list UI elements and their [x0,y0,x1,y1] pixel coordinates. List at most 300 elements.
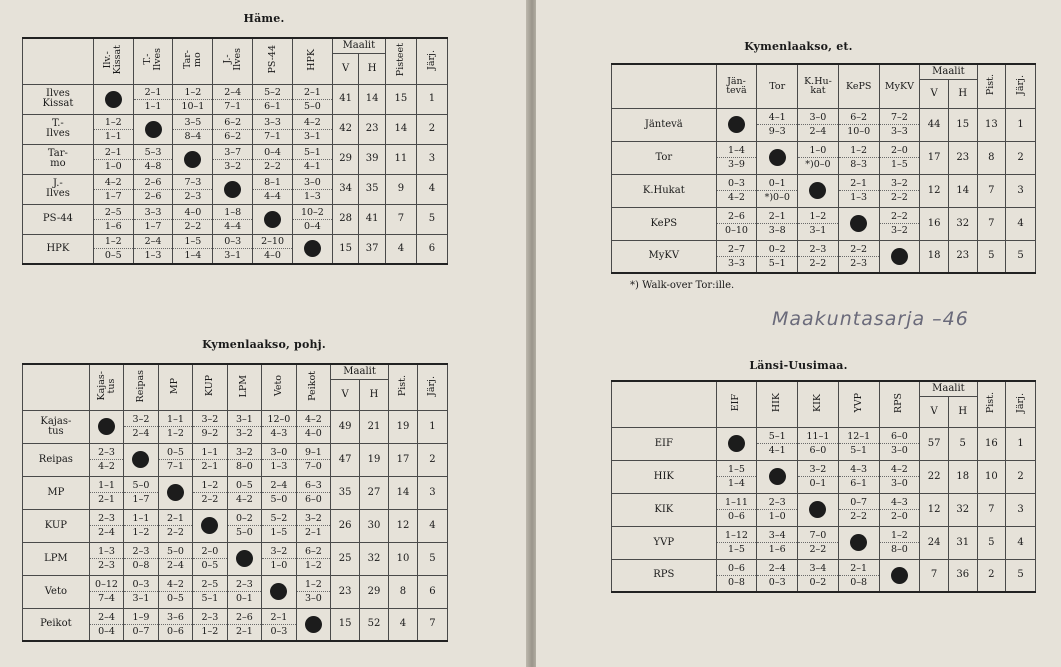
first-match-score: 4–2 [293,116,332,130]
first-match-score: 2–3 [798,243,838,257]
second-match-score: 2–1 [98,494,115,505]
table-row [612,207,1036,240]
result-cell [798,108,839,141]
first-match-score: 3–4 [757,529,797,543]
column-header-label: EIF [730,394,742,412]
goals-for: 49 [331,410,360,443]
table-row [612,526,1036,559]
first-match-score: 2–1 [262,611,295,625]
second-match-score: 1–3 [270,461,288,472]
goals-against-header: H [948,396,977,427]
column-header-label: PS-44 [266,45,278,75]
result-cell [262,542,296,575]
rank-header [1006,381,1036,427]
lansi-uusimaa-table [611,380,1036,593]
column-header [757,381,798,427]
column-header-label: Tar- mo [181,50,203,70]
first-match-score: 1–2 [193,479,226,493]
result-cell [838,460,879,493]
first-match-score: 1–1 [124,512,157,526]
result-cell [124,608,158,641]
points: 17 [389,443,418,476]
first-match-score: 3–2 [193,413,226,427]
points-header [389,364,418,410]
result-cell [158,509,192,542]
team-name: K.Hukat [612,174,717,207]
table-row [612,493,1036,526]
result-cell [757,174,798,207]
result-cell [124,542,158,575]
rank: 4 [417,509,447,542]
second-match-score: 1–2 [132,527,150,538]
filled-circle-icon [809,182,826,199]
hame-title: Häme. [243,12,285,25]
goals-for: 12 [920,493,949,526]
points: 16 [977,427,1006,460]
team-name: KUP [23,509,90,542]
result-cell [133,234,173,264]
result-cell [716,240,757,273]
team-name: RPS [612,559,717,592]
first-match-score: 3–0 [798,111,838,125]
points: 7 [977,493,1006,526]
result-cell [757,559,798,592]
filled-circle-icon [105,91,122,108]
result-cell [296,575,330,608]
result-cell [262,476,296,509]
goals-for: 29 [332,144,359,174]
second-match-score: 4–2 [98,461,115,472]
result-cell [253,114,293,144]
first-match-score: 0–6 [717,562,757,576]
goals-for: 44 [920,108,949,141]
goals-against: 36 [948,559,977,592]
first-match-score: 8–1 [253,176,292,190]
column-header-label: MP [169,377,181,394]
second-match-score: 7–1 [167,461,184,472]
points-header-label: Pist. [396,375,408,397]
column-header [124,364,158,410]
first-match-score: 2–0 [193,545,226,559]
column-header [93,38,133,84]
goals-for: 57 [920,427,949,460]
column-header [292,38,332,84]
first-match-score: 3–2 [798,463,838,477]
first-match-score: 1–2 [839,144,879,158]
goals-for: 24 [920,526,949,559]
column-header [158,364,192,410]
first-match-score: 3–6 [159,611,192,625]
first-match-score: 3–3 [134,206,173,220]
second-match-score: 3–1 [809,225,827,236]
second-match-score: 1–0 [768,511,786,522]
second-match-score: 3–3 [890,126,908,137]
result-cell [292,144,332,174]
second-match-score: 2–4 [132,428,150,439]
goals-against: 19 [360,443,389,476]
team-name: Kajas- tus [23,410,90,443]
filled-circle-icon [270,583,287,600]
result-cell [879,427,920,460]
self-match-cell [158,476,192,509]
first-match-score: 1–1 [90,479,123,493]
goals-against: 35 [359,174,386,204]
second-match-score: 2–1 [236,625,253,637]
result-cell [879,174,920,207]
column-header [296,364,330,410]
column-header-label: MyKV [884,80,914,92]
points: 8 [389,575,418,608]
column-header-label: K.Hu- kat [804,75,832,97]
filled-circle-icon [769,468,786,485]
goals-against: 15 [948,108,977,141]
result-cell [124,410,158,443]
column-header [227,364,261,410]
column-header-label: HPK [306,48,318,71]
second-match-score: 2–3 [850,257,868,269]
second-match-score: 2–2 [850,511,868,522]
column-header-label: HIK [771,393,783,413]
goals-against: 27 [360,476,389,509]
column-header-label: Veto [272,375,284,397]
team-name: Jäntevä [612,108,717,141]
second-match-score: 2–2 [809,544,827,555]
team-name: LPM [23,542,90,575]
points: 19 [389,410,418,443]
result-cell [879,526,920,559]
first-match-score: 2–0 [880,144,920,158]
result-cell [879,493,920,526]
result-cell [93,174,133,204]
goals-against: 39 [359,144,386,174]
first-match-score: 10–2 [293,206,332,220]
kymenlaakso-pohj-title: Kymenlaakso, pohj. [202,338,326,351]
result-cell [879,108,920,141]
column-header [262,364,296,410]
first-match-score: 2–1 [293,86,332,100]
self-match-cell [193,509,227,542]
corner-cell [612,64,717,108]
second-match-score: 1–3 [850,192,868,203]
second-match-score: 2–1 [201,461,219,472]
first-match-score: 3–0 [293,176,332,190]
result-cell [93,144,133,174]
column-header-label: RPS [893,392,905,413]
points: 14 [385,114,416,144]
hame-table [22,37,448,265]
result-cell [253,84,293,114]
second-match-score: 1–1 [144,100,162,112]
result-cell [296,509,330,542]
rank: 2 [416,114,447,144]
second-match-score: 4–4 [264,190,281,202]
second-match-score: 1–2 [304,560,322,571]
points: 5 [977,526,1006,559]
first-match-score: 0–3 [717,177,757,191]
rank-header-label: Järj. [426,375,438,396]
points: 13 [977,108,1006,141]
first-match-score: 5–2 [262,512,295,526]
result-cell [716,141,757,174]
second-match-score: 1–7 [144,220,162,232]
self-match-cell [227,542,261,575]
goals-for: 25 [331,542,360,575]
first-match-score: 3–2 [262,545,295,559]
second-match-score: 2–2 [167,527,184,538]
second-match-score: 1–1 [104,130,122,142]
rank-header [416,38,447,84]
result-cell [253,174,293,204]
first-match-score: 3–0 [262,446,295,460]
second-match-score: 6–2 [224,130,242,142]
first-match-score: 2–3 [193,611,226,625]
result-cell [158,608,192,641]
column-header [133,38,173,84]
second-match-score: 0–3 [270,625,288,637]
filled-circle-icon [728,435,745,452]
first-match-score: 2–3 [90,446,123,460]
first-match-score: 0–3 [124,578,157,592]
result-cell [838,559,879,592]
result-cell [798,427,839,460]
result-cell [262,443,296,476]
self-match-cell [798,493,839,526]
result-cell [158,443,192,476]
second-match-score: 3–1 [303,130,321,142]
result-cell [757,108,798,141]
rank: 2 [1006,460,1036,493]
second-match-score: 0–5 [104,250,122,262]
first-match-score: 2–7 [717,243,757,257]
team-name: Tar- mo [23,144,94,174]
result-cell [716,493,757,526]
result-cell [213,114,253,144]
first-match-score: 2–2 [880,210,920,224]
goals-for: 18 [920,240,949,273]
first-match-score: 2–5 [193,578,226,592]
first-match-score: 5–2 [253,86,292,100]
result-cell [757,240,798,273]
second-match-score: 0–1 [809,478,827,489]
goals-against: 37 [359,234,386,264]
first-match-score: 1–2 [297,578,330,592]
result-cell [262,608,296,641]
result-cell [213,234,253,264]
goals-against: 32 [948,493,977,526]
result-cell [158,575,192,608]
second-match-score: 4–1 [768,445,786,456]
result-cell [193,476,227,509]
rank: 1 [417,410,447,443]
team-name: YVP [612,526,717,559]
result-cell [262,410,296,443]
team-name: KIK [612,493,717,526]
first-match-score: 3–5 [173,116,212,130]
filled-circle-icon [132,451,149,468]
second-match-score: 4–4 [224,220,242,232]
walkover-footnote: *) Walk-over Tor:ille. [630,280,735,291]
table-row [23,542,448,575]
filled-circle-icon [891,248,908,265]
table-row [23,144,448,174]
second-match-score: 3–8 [768,225,786,236]
first-match-score: 3–2 [297,512,330,526]
points-header [385,38,416,84]
table-row [612,240,1036,273]
second-match-score: 4–2 [728,192,745,203]
result-cell [89,443,123,476]
second-match-score: *)0–0 [805,159,831,170]
first-match-score: 5–1 [757,430,797,444]
filled-circle-icon [145,121,162,138]
second-match-score: 3–1 [132,593,150,604]
first-match-score: 2–5 [94,206,133,220]
points: 8 [977,141,1006,174]
first-match-score: 4–2 [94,176,133,190]
second-match-score: 0–8 [728,576,745,588]
second-match-score: 7–1 [224,100,242,112]
result-cell [93,204,133,234]
column-header-label: Ilv.- Kissat [102,45,124,75]
second-match-score: 10–0 [847,126,871,137]
points: 15 [385,84,416,114]
column-header [838,64,879,108]
result-cell [253,144,293,174]
first-match-score: 5–0 [124,479,157,493]
result-cell [798,141,839,174]
second-match-score: 3–3 [728,257,745,269]
table-row [612,460,1036,493]
goals-for: 12 [920,174,949,207]
column-header-label: T.- Ilves [142,48,164,72]
goals-for: 17 [920,141,949,174]
first-match-score: 4–2 [880,463,920,477]
result-cell [89,542,123,575]
first-match-score: 1–2 [94,235,133,249]
first-match-score: 0–4 [253,146,292,160]
second-match-score: 7–0 [304,461,322,472]
result-cell [253,234,293,264]
first-match-score: 4–1 [757,111,797,125]
self-match-cell [838,526,879,559]
result-cell [213,144,253,174]
first-match-score: 0–7 [839,496,879,510]
first-match-score: 1–2 [94,116,133,130]
rank: 6 [417,575,447,608]
filled-circle-icon [305,616,322,633]
column-header-label: Kajas- tus [95,371,117,401]
rank: 4 [1006,207,1036,240]
first-match-score: 1–0 [798,144,838,158]
first-match-score: 1–2 [880,529,920,543]
table-row [612,141,1036,174]
filled-circle-icon [769,149,786,166]
table-row [612,559,1036,592]
result-cell [296,443,330,476]
points-header [977,64,1006,108]
first-match-score: 5–0 [159,545,192,559]
self-match-cell [757,141,798,174]
goals-for: 23 [331,575,360,608]
second-match-score: 8–4 [184,130,202,142]
rank-header-label: Järj. [1014,392,1026,413]
second-match-score: 5–0 [303,100,321,112]
column-header-label: KUP [203,375,215,397]
second-match-score: 2–6 [144,190,162,202]
column-header [253,38,293,84]
column-header-label: KIK [811,393,823,412]
team-name: HPK [23,234,94,264]
goals-for: 22 [920,460,949,493]
second-match-score: 0–2 [809,576,827,588]
result-cell [879,141,920,174]
first-match-score: 2–3 [124,545,157,559]
second-match-score: 2–4 [167,560,184,571]
first-match-score: 3–1 [228,413,261,427]
rank: 3 [1006,174,1036,207]
first-match-score: 2–1 [159,512,192,526]
column-header [716,381,757,427]
second-match-score: 0–5 [167,593,184,604]
result-cell [227,608,261,641]
points: 5 [977,240,1006,273]
first-match-score: 0–5 [228,479,261,493]
first-match-score: 0–2 [757,243,797,257]
goals-for: 26 [331,509,360,542]
first-match-score: 12–0 [262,413,295,427]
first-match-score: 2–4 [134,235,173,249]
team-name: Veto [23,575,90,608]
self-match-cell [93,84,133,114]
second-match-score: 3–2 [224,160,242,172]
result-cell [798,207,839,240]
second-match-score: 2–2 [264,160,281,172]
table-row [23,174,448,204]
result-cell [213,84,253,114]
filled-circle-icon [891,567,908,584]
result-cell [93,234,133,264]
team-name: J.- Ilves [23,174,94,204]
second-match-score: 0–6 [728,511,745,522]
first-match-score: 3–2 [124,413,157,427]
first-match-score: 4–0 [173,206,212,220]
lansi-uusimaa-title: Länsi-Uusimaa. [749,359,848,372]
goals-for: 16 [920,207,949,240]
result-cell [716,526,757,559]
second-match-score: 7–1 [264,130,281,142]
result-cell [89,608,123,641]
rank: 3 [416,144,447,174]
goals-against: 32 [948,207,977,240]
result-cell [292,114,332,144]
column-header-label: J.- Ilves [221,48,243,72]
second-match-score: 3–1 [224,250,242,262]
rank: 5 [417,542,447,575]
team-name: Reipas [23,443,90,476]
handwritten-note: Maakuntasarja –46 [772,308,969,330]
second-match-score: 1–3 [144,250,162,262]
second-match-score: 2–2 [809,257,827,269]
self-match-cell [879,559,920,592]
rank: 5 [1006,240,1036,273]
second-match-score: 3–0 [304,593,322,604]
column-header [879,64,920,108]
self-match-cell [798,174,839,207]
rank: 4 [1006,526,1036,559]
points: 7 [977,207,1006,240]
filled-circle-icon [184,151,201,168]
first-match-score: 3–2 [880,177,920,191]
